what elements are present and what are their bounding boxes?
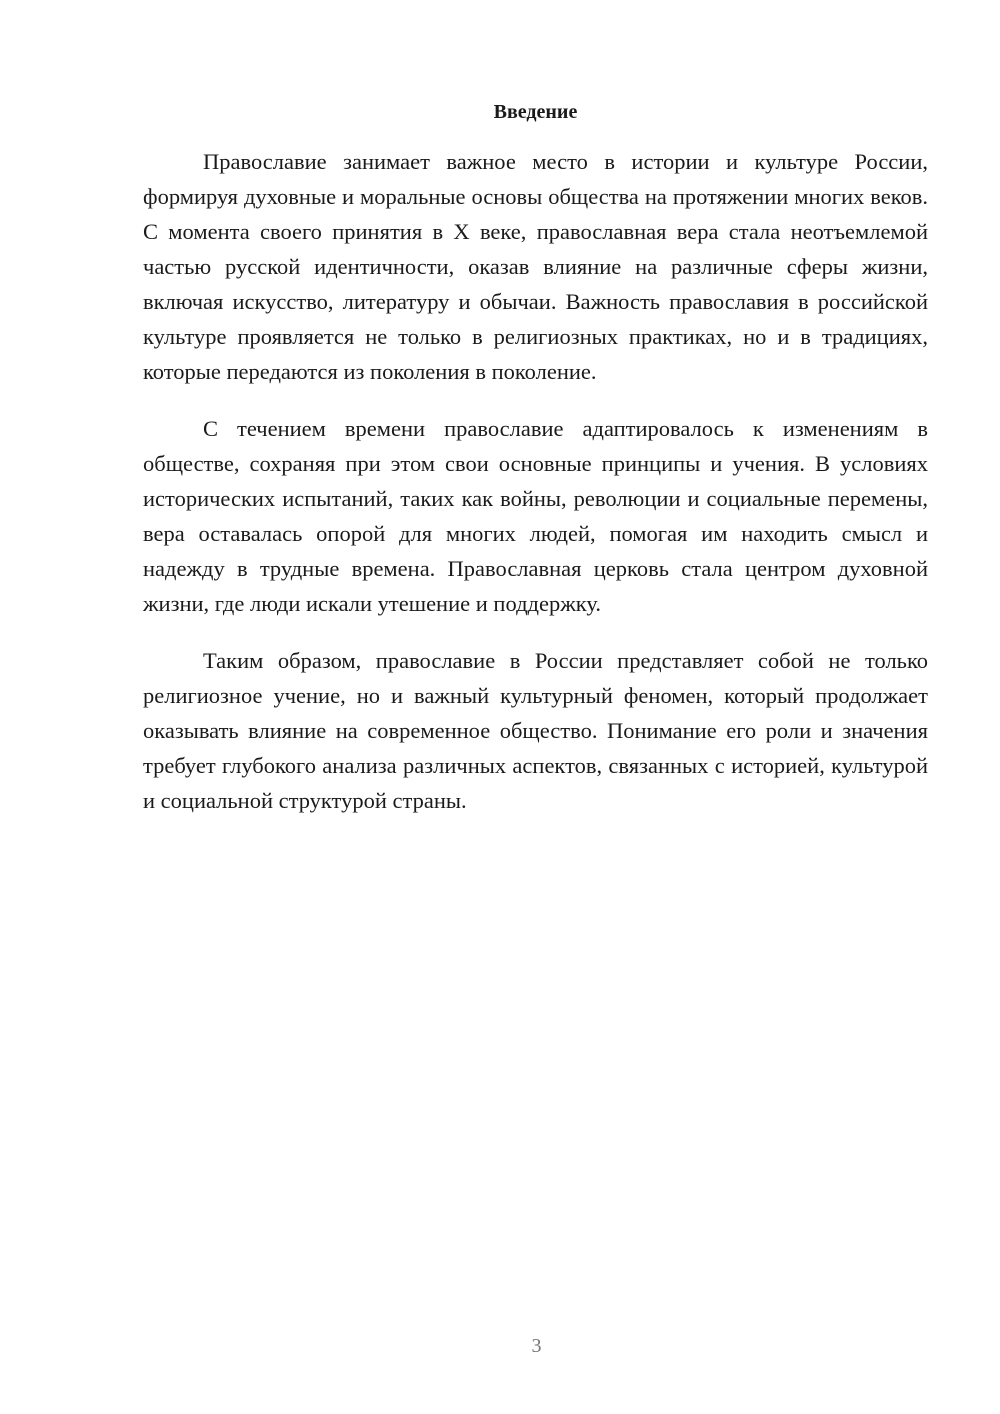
page-number: 3	[531, 1335, 542, 1357]
body-text	[143, 144, 928, 840]
paragraph-1: Православие занимает важное место в истории и культуре России, формируя духовные и моральные основы общества на протяжении многих веков. С момента своего принятия в X веке, православная вера стала неотъемлемой частью русской идентичности, оказав влияние на различные сферы жизни, включая искусство, литературу и обычаи. Важность православия в российской культуре проявляется не только в религиозных практиках, но и в традициях, которые передаются из поколения в поколение.	[143, 149, 928, 384]
paragraph-3: Таким образом, православие в России представляет собой не только религиозное учение, но и важный культурный феномен, который продолжает оказывать влияние на современное общество. Понимание его роли и значения требует глубокого анализа различных аспектов, связанных с историей, культурой и социальной структурой страны.	[143, 648, 928, 813]
paragraph-2: С течением времени православие адаптировалось к изменениям в обществе, сохраняя при этом свои основные принципы и учения. В условиях исторических испытаний, таких как войны, революции и социальные перемены, вера оставалась опорой для многих людей, помогая им находить смысл и надежду в трудные времена. Православная церковь стала центром духовной жизни, где люди искали утешение и поддержку.	[143, 416, 928, 616]
section-heading: Введение	[493, 101, 578, 123]
